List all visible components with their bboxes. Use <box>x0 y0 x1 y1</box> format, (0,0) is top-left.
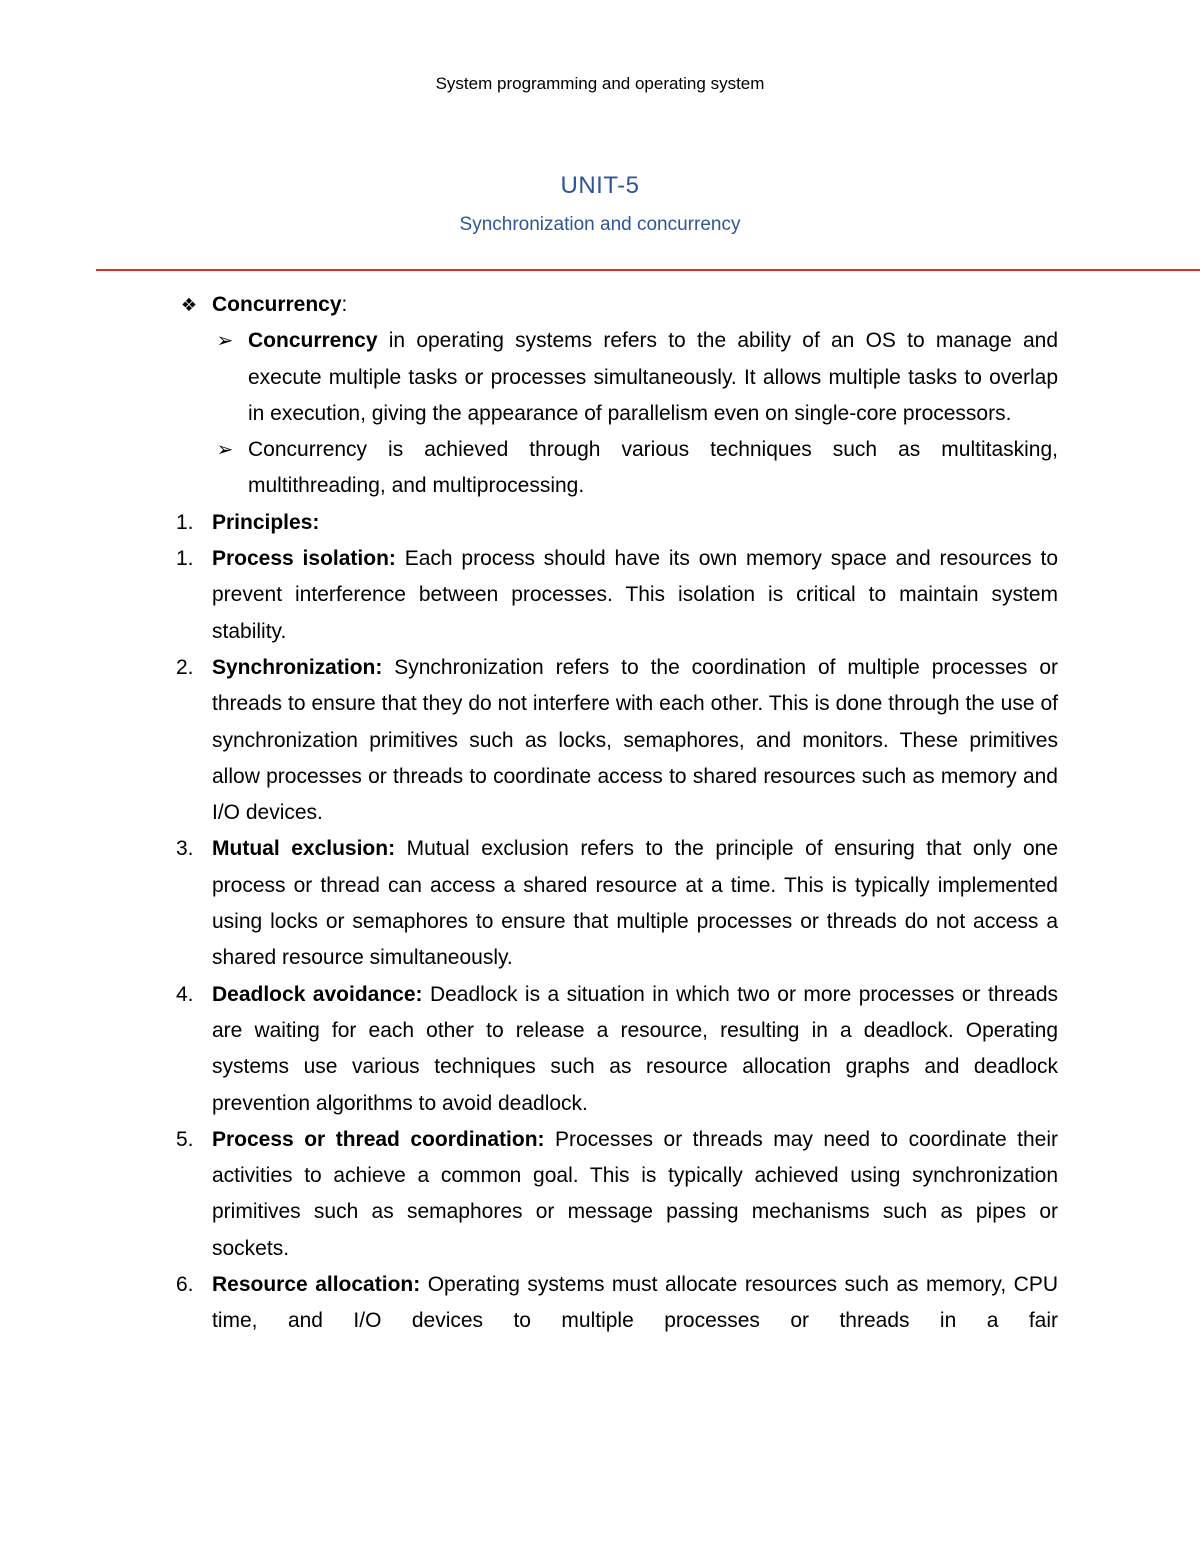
diamond-bullet-icon: ❖ <box>180 295 198 315</box>
principle-item <box>0 650 1200 831</box>
principle-term: Deadlock avoidance: <box>212 982 423 1006</box>
unit-subtitle: Synchronization and concurrency <box>459 214 741 235</box>
concurrency-heading <box>212 287 1058 323</box>
principle-term: Process or thread coordination: <box>212 1127 545 1151</box>
concurrency-heading-text: Concurrency <box>212 293 342 316</box>
principle-number: 1. <box>176 547 194 571</box>
principle-text <box>212 977 1058 1122</box>
principle-text <box>212 541 1058 650</box>
principle-number: 2. <box>176 655 194 679</box>
principle-body: Synchronization refers to the coordination of multiple processes or threads to ensure that they do not interfere with each other. This is done through the use of synchronization primitives such as locks, semaphores, and monitors. These primitives allow processes or threads to coordinate access to shared resources such as memory and I/O devices. <box>212 655 1058 825</box>
concurrency-point <box>0 432 1200 505</box>
principle-item <box>0 1267 1200 1340</box>
concurrency-point-body: in operating systems refers to the ability of an OS to manage and execute multiple tasks or processes simultaneously. It allows multiple tasks to overlap in execution, giving the appearance of parallelism even on single-core processors. <box>248 329 1058 425</box>
principle-term: Resource allocation: <box>212 1273 421 1297</box>
unit-title: UNIT-5 <box>560 172 640 199</box>
principles-heading <box>212 505 1058 541</box>
principle-text <box>212 650 1058 831</box>
concurrency-point-body: Concurrency is achieved through various techniques such as multitasking, multithreading, and multiprocessing. <box>248 438 1058 498</box>
title-block <box>0 168 1200 240</box>
concurrency-point-term: Concurrency <box>248 329 378 353</box>
principle-body: Processes or threads may need to coordinate their activities to achieve a common goal. This is typically achieved using synchronization primitives such as semaphores or message passing mechanisms such as pipes or sockets. <box>212 1127 1058 1260</box>
principle-item <box>0 1122 1200 1267</box>
concurrency-point-text <box>248 432 1058 505</box>
document-body <box>0 287 1200 1340</box>
principle-body: Operating systems must allocate resources such as memory, CPU time, and I/O devices to multiple processes or threads in a fair <box>212 1273 1058 1333</box>
concurrency-heading-row <box>0 287 1200 323</box>
principles-heading-text: Principles: <box>212 510 320 534</box>
running-header: System programming and operating system <box>435 74 765 93</box>
principle-term: Mutual exclusion: <box>212 837 396 861</box>
principle-body: Each process should have its own memory space and resources to prevent interference between processes. This isolation is critical to maintain system stability. <box>212 547 1058 643</box>
principles-heading-row <box>0 505 1200 541</box>
principle-term: Process isolation: <box>212 547 396 571</box>
principle-number: 4. <box>176 982 194 1006</box>
principles-number: 1. <box>176 510 194 534</box>
concurrency-heading-suffix: : <box>341 293 348 316</box>
principle-item <box>0 831 1200 976</box>
principle-text <box>212 1267 1058 1340</box>
principle-item <box>0 541 1200 650</box>
principle-number: 3. <box>176 837 194 861</box>
principle-number: 5. <box>176 1127 194 1151</box>
principle-text <box>212 831 1058 976</box>
principle-body: Deadlock is a situation in which two or more processes or threads are waiting for each other to release a resource, resulting in a deadlock. Operating systems use various techniques such as resource allocation graphs and deadlock prevention algorithms to avoid deadlock. <box>212 982 1058 1115</box>
principle-body: Mutual exclusion refers to the principle of ensuring that only one process or thread can access a shared resource at a time. This is typically implemented using locks or semaphores to ensure that multiple processes or threads do not access a shared resource simultaneously. <box>212 837 1058 970</box>
arrow-bullet-icon: ➢ <box>216 330 234 353</box>
title-divider-rule <box>96 269 1200 271</box>
principle-item <box>0 977 1200 1122</box>
arrow-bullet-icon: ➢ <box>216 439 234 462</box>
principle-number: 6. <box>176 1273 194 1297</box>
concurrency-point-text <box>248 323 1058 432</box>
principle-text <box>212 1122 1058 1267</box>
principle-term: Synchronization: <box>212 655 383 679</box>
concurrency-point <box>0 323 1200 432</box>
